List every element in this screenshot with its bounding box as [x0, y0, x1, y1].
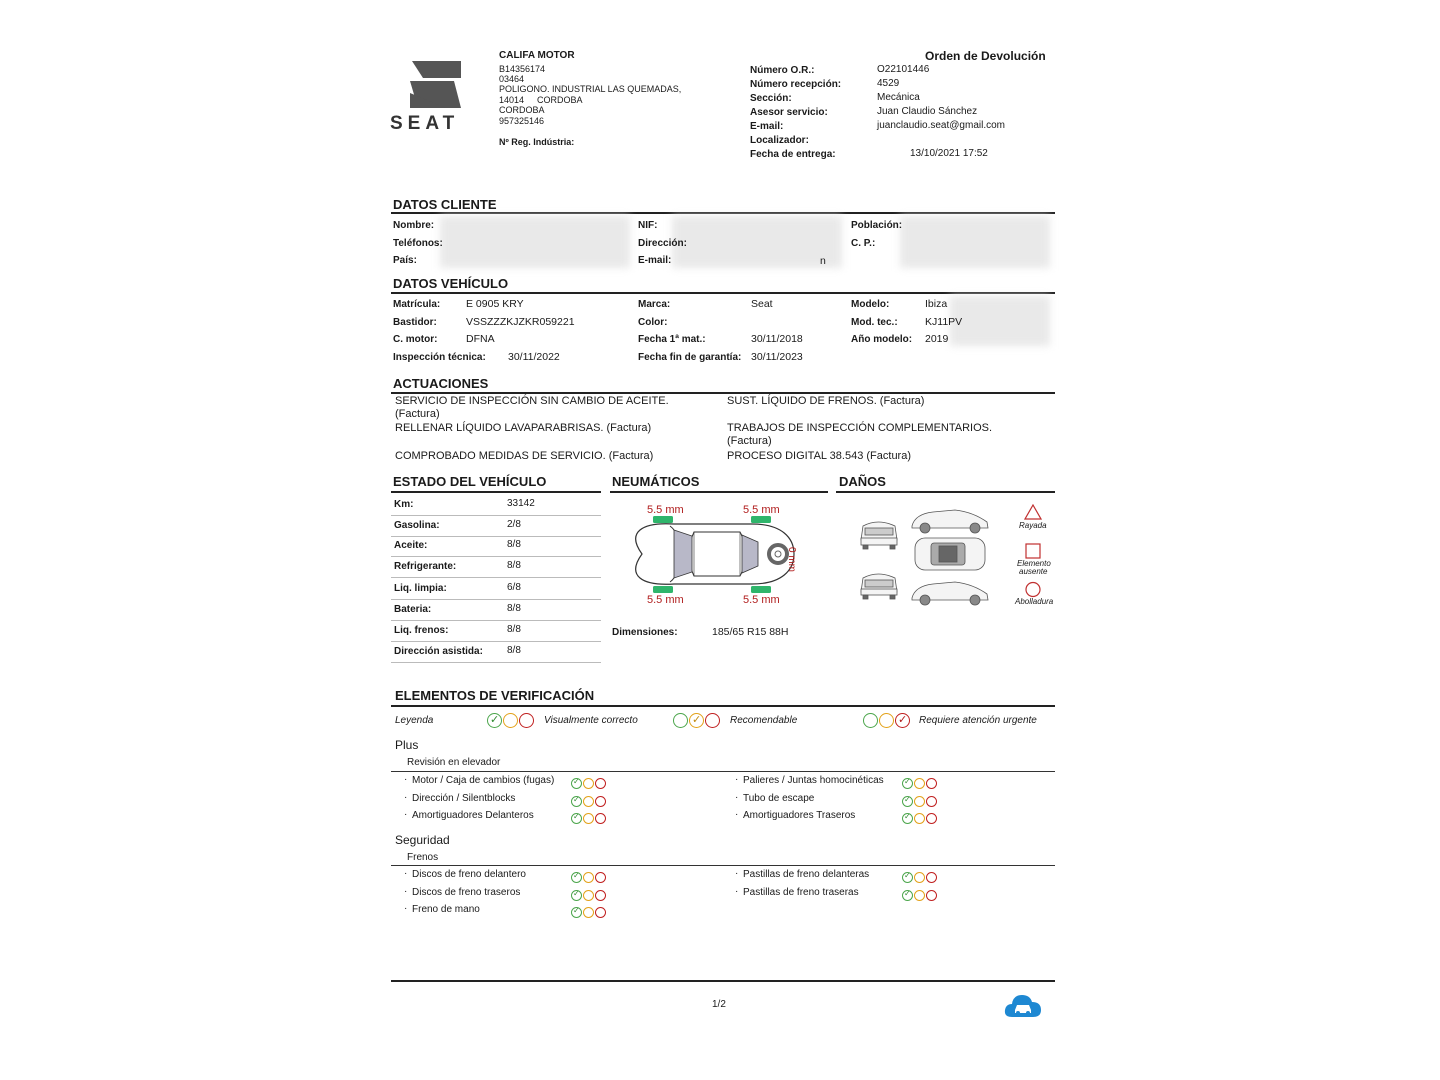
- status-circles: [902, 810, 938, 828]
- rec-circle-icon: [583, 778, 594, 789]
- check-icon: ✓: [573, 812, 580, 822]
- dimensiones-label: Dimensiones:: [612, 627, 678, 638]
- order-field-value: Juan Claudio Sánchez: [877, 106, 978, 117]
- rec-circle-icon: [583, 872, 594, 883]
- legend-ok-text: Visualmente correcto: [544, 715, 638, 726]
- estado-label: Refrigerante:: [394, 561, 457, 572]
- rec-circle-icon: [879, 713, 894, 728]
- estado-value: 2/8: [507, 519, 521, 530]
- estado-label: Gasolina:: [394, 520, 440, 531]
- frenos-group: Frenos: [407, 852, 439, 863]
- neumaticos-title: NEUMÁTICOS: [612, 474, 700, 489]
- bullet-dot: ·: [735, 809, 739, 820]
- cliente-telefonos-label: Teléfonos:: [393, 238, 443, 249]
- tyre-front-right: 5.5 mm: [743, 504, 780, 516]
- matricula-label: Matrícula:: [393, 299, 441, 310]
- color-label: Color:: [638, 317, 668, 328]
- actuacion-item: SUST. LÍQUIDO DE FRENOS. (Factura): [727, 395, 925, 407]
- actuacion-item: RELLENAR LÍQUIDO LAVAPARABRISAS. (Factura): [395, 422, 652, 434]
- dealer-address: POLIGONO. INDUSTRIAL LAS QUEMADAS,: [499, 84, 682, 94]
- check-icon: ✓: [904, 888, 911, 898]
- urg-circle-icon: [926, 796, 937, 807]
- urg-circle-icon: [595, 778, 606, 789]
- ok-circle-icon: [571, 872, 582, 883]
- rec-circle-icon: [914, 890, 925, 901]
- divider: [391, 392, 1055, 394]
- cliente-email-fragment: n: [820, 255, 826, 267]
- check-item: Pastillas de freno traseras ·: [735, 885, 859, 898]
- check-icon: ✓: [898, 714, 908, 727]
- modtec-value: KJ11PV: [925, 316, 963, 328]
- divider: [391, 865, 1055, 866]
- ok-circle-icon: [571, 813, 582, 824]
- check-icon: ✓: [692, 714, 702, 727]
- check-item: Palieres / Juntas homocinéticas ·: [735, 774, 884, 786]
- estado-label: Liq. limpia:: [394, 583, 447, 594]
- modelo-value: Ibiza: [925, 298, 948, 310]
- status-circles: [902, 869, 938, 887]
- urg-circle-icon: [926, 872, 937, 883]
- ok-circle-icon: [902, 890, 913, 901]
- check-icon: ✓: [904, 871, 911, 881]
- divider: [391, 491, 601, 493]
- anio-value: 2019: [925, 333, 949, 345]
- order-field-label: Número O.R.:: [750, 65, 815, 76]
- ok-circle-icon: [571, 778, 582, 789]
- estado-label: Dirección asistida:: [394, 646, 483, 657]
- check-icon: ✓: [904, 794, 911, 804]
- order-field-label: Fecha de entrega:: [750, 149, 836, 160]
- dealer-phone: 957325146: [499, 116, 545, 126]
- marca-value: Seat: [751, 298, 773, 310]
- cliente-pais-label: País:: [393, 255, 417, 266]
- order-field-label: Sección:: [750, 93, 792, 104]
- check-item: Tubo de escape ·: [735, 791, 815, 804]
- cliente-direccion-label: Dirección:: [638, 238, 687, 249]
- estado-value: 6/8: [507, 582, 521, 593]
- urg-circle-icon: [595, 907, 606, 918]
- check-item: Amortiguadores Traseros ·: [735, 809, 856, 821]
- actuacion-item: COMPROBADO MEDIDAS DE SERVICIO. (Factura): [395, 450, 654, 462]
- bastidor-value: VSSZZZKJZKR059221: [466, 316, 575, 328]
- damage-car-views: [855, 500, 995, 610]
- estado-value: 33142: [507, 498, 535, 509]
- rec-circle-icon: [583, 890, 594, 901]
- actuacion-item: PROCESO DIGITAL 38.543 (Factura): [727, 450, 912, 462]
- check-item: Pastillas de freno delanteras ·: [735, 868, 870, 880]
- rec-circle-icon: [503, 713, 518, 728]
- order-title: Orden de Devolución: [925, 49, 1046, 63]
- ok-circle-icon: [902, 796, 913, 807]
- rec-circle-icon: [914, 778, 925, 789]
- legend-rec-circles: [673, 712, 721, 730]
- status-circles: [571, 904, 607, 922]
- cliente-nif-label: NIF:: [638, 220, 658, 231]
- order-field-value: O22101446: [877, 64, 930, 75]
- modtec-label: Mod. tec.:: [851, 317, 898, 328]
- estado-value: 8/8: [507, 539, 521, 550]
- status-circles: [571, 810, 607, 828]
- redacted-block: [950, 296, 1050, 346]
- order-field-label: E-mail:: [750, 121, 784, 132]
- ok-circle-icon: [863, 713, 878, 728]
- check-icon: ✓: [573, 888, 580, 898]
- cmotor-label: C. motor:: [393, 334, 438, 345]
- urg-circle-icon: [595, 890, 606, 901]
- estado-value: 8/8: [507, 603, 521, 614]
- ok-circle-icon: [902, 872, 913, 883]
- legend-urg-text: Requiere atención urgente: [919, 715, 1037, 726]
- actuacion-item: (Factura): [727, 435, 772, 447]
- bullet-dot: ·: [404, 809, 408, 820]
- ok-circle-icon: [571, 796, 582, 807]
- tyre-spare: 0 mm: [786, 547, 797, 572]
- check-icon: ✓: [573, 871, 580, 881]
- order-field-label: Asesor servicio:: [750, 107, 828, 118]
- actuaciones-title: ACTUACIONES: [393, 376, 489, 391]
- logo-wordmark: SEAT: [390, 113, 460, 134]
- dealer-reg-label: Nº Reg. Indústria:: [499, 137, 575, 147]
- fecha-mat-value: 30/11/2018: [751, 333, 803, 345]
- estado-row: [391, 494, 601, 516]
- status-circles: [571, 887, 607, 905]
- order-field-value: Mecánica: [877, 92, 920, 103]
- page-number: 1/2: [712, 999, 726, 1010]
- urg-circle-icon: [926, 813, 937, 824]
- ok-circle-icon: [571, 907, 582, 918]
- cliente-nombre-label: Nombre:: [393, 220, 435, 231]
- urg-circle-icon: [895, 713, 910, 728]
- matricula-value: E 0905 KRY: [466, 298, 524, 310]
- plus-section: Plus: [395, 738, 419, 752]
- estado-value: 8/8: [507, 624, 521, 635]
- tyre-front-left: 5.5 mm: [647, 504, 684, 516]
- urg-circle-icon: [595, 872, 606, 883]
- redacted-block: [672, 216, 842, 268]
- urg-circle-icon: [926, 778, 937, 789]
- check-item: Discos de freno traseros ·: [404, 885, 521, 898]
- dealer-name: CALIFA MOTOR: [499, 50, 575, 61]
- divider: [391, 771, 1055, 772]
- estado-label: Aceite:: [394, 540, 428, 551]
- bullet-dot: ·: [404, 774, 408, 785]
- status-circles: [902, 775, 938, 793]
- status-circles: [902, 887, 938, 905]
- actuacion-item: (Factura): [395, 408, 440, 420]
- bullet-dot: ·: [735, 868, 739, 879]
- marca-label: Marca:: [638, 299, 671, 310]
- fecha-mat-label: Fecha 1ª mat.:: [638, 334, 706, 345]
- estado-title: ESTADO DEL VEHÍCULO: [393, 474, 547, 489]
- redacted-block: [440, 216, 630, 268]
- check-icon: ✓: [490, 714, 500, 727]
- cloud-car-icon: [1003, 991, 1043, 1024]
- check-icon: ✓: [904, 812, 911, 822]
- legend-urg-circles: [863, 712, 911, 730]
- tyre-car-diagram: [612, 502, 832, 607]
- check-item: Freno de mano ·: [404, 903, 480, 915]
- itv-label: Inspección técnica:: [393, 352, 486, 363]
- estado-label: Liq. frenos:: [394, 625, 449, 636]
- divider: [391, 705, 1055, 707]
- check-icon: ✓: [904, 777, 911, 787]
- divider: [391, 212, 1055, 214]
- bullet-dot: ·: [404, 885, 408, 897]
- estado-value: 8/8: [507, 560, 521, 571]
- footer-divider: [391, 980, 1055, 982]
- cliente-cp-label: C. P.:: [851, 238, 876, 249]
- legend-rec-text: Recomendable: [730, 715, 798, 726]
- rec-circle-icon: [583, 796, 594, 807]
- garantia-label: Fecha fin de garantía:: [638, 352, 742, 363]
- estado-label: Bateria:: [394, 604, 432, 615]
- garantia-value: 30/11/2023: [751, 351, 803, 363]
- bullet-dot: ·: [735, 885, 739, 897]
- check-icon: ✓: [573, 906, 580, 916]
- status-circles: [902, 793, 938, 811]
- bullet-dot: ·: [735, 791, 739, 803]
- anio-label: Año modelo:: [851, 334, 913, 345]
- ok-circle-icon: [902, 813, 913, 824]
- rec-circle-icon: [689, 713, 704, 728]
- order-field-label: Localizador:: [750, 135, 809, 146]
- estado-value: 8/8: [507, 645, 521, 656]
- dealer-province: CORDOBA: [499, 105, 545, 115]
- dealer-code: 03464: [499, 74, 525, 84]
- damage-missing-label-2: ausente: [1019, 567, 1048, 576]
- cliente-poblacion-label: Población:: [851, 220, 903, 231]
- bullet-dot: ·: [735, 774, 739, 785]
- legend-ok-circles: [487, 712, 535, 730]
- ok-circle-icon: [902, 778, 913, 789]
- urg-circle-icon: [519, 713, 534, 728]
- check-icon: ✓: [573, 777, 580, 787]
- status-circles: [571, 869, 607, 887]
- damage-missing-label: Elemento: [1017, 559, 1051, 568]
- status-circles: [571, 775, 607, 793]
- rec-circle-icon: [583, 907, 594, 918]
- ok-circle-icon: [487, 713, 502, 728]
- bullet-dot: ·: [404, 791, 408, 803]
- check-item: Discos de freno delantero ·: [404, 868, 526, 880]
- divider: [836, 491, 1055, 493]
- rec-circle-icon: [914, 813, 925, 824]
- actuacion-item: TRABAJOS DE INSPECCIÓN COMPLEMENTARIOS.: [727, 422, 993, 434]
- tyre-rear-left: 5.5 mm: [647, 594, 684, 606]
- modelo-label: Modelo:: [851, 299, 890, 310]
- order-field-label: Número recepción:: [750, 79, 842, 90]
- danos-title: DAÑOS: [839, 474, 886, 489]
- dealer-postal: 14014: [499, 95, 525, 105]
- rec-circle-icon: [914, 796, 925, 807]
- urg-circle-icon: [926, 890, 937, 901]
- dimensiones-value: 185/65 R15 88H: [712, 626, 789, 638]
- itv-value: 30/11/2022: [508, 351, 560, 363]
- urg-circle-icon: [595, 796, 606, 807]
- order-field-value: juanclaudio.seat@gmail.com: [877, 120, 1005, 131]
- seguridad-section: Seguridad: [395, 833, 450, 847]
- cliente-email-label: E-mail:: [638, 255, 672, 266]
- damage-dent-label: Abolladura: [1015, 597, 1054, 606]
- redacted-block: [900, 216, 1050, 268]
- cliente-title: DATOS CLIENTE: [393, 197, 497, 212]
- status-circles: [571, 793, 607, 811]
- bullet-dot: ·: [404, 868, 408, 879]
- cmotor-value: DFNA: [466, 333, 495, 345]
- urg-circle-icon: [595, 813, 606, 824]
- divider: [391, 292, 1055, 294]
- dealer-city: CORDOBA: [537, 95, 583, 105]
- rec-circle-icon: [914, 872, 925, 883]
- vehiculo-title: DATOS VEHÍCULO: [393, 276, 509, 291]
- legend-label: Leyenda: [395, 715, 434, 726]
- check-item: Amortiguadores Delanteros ·: [404, 809, 534, 821]
- bullet-dot: ·: [404, 903, 408, 914]
- rec-circle-icon: [583, 813, 594, 824]
- tyre-rear-right: 5.5 mm: [743, 594, 780, 606]
- check-item: Dirección / Silentblocks ·: [404, 791, 516, 804]
- order-field-value: 4529: [877, 78, 900, 89]
- damage-scratch-label: Rayada: [1019, 521, 1047, 530]
- urg-circle-icon: [705, 713, 720, 728]
- ok-circle-icon: [673, 713, 688, 728]
- order-field-value: 13/10/2021 17:52: [910, 148, 988, 159]
- bastidor-label: Bastidor:: [393, 317, 437, 328]
- check-item: Motor / Caja de cambios (fugas) ·: [404, 774, 555, 786]
- check-icon: ✓: [573, 794, 580, 804]
- estado-label: Km:: [394, 499, 414, 510]
- ok-circle-icon: [571, 890, 582, 901]
- elevador-group: Revisión en elevador: [407, 757, 501, 768]
- dealer-cif: B14356174: [499, 64, 546, 74]
- divider: [610, 491, 828, 493]
- verificacion-title: ELEMENTOS DE VERIFICACIÓN: [395, 688, 595, 703]
- actuacion-item: SERVICIO DE INSPECCIÓN SIN CAMBIO DE ACEITE.: [395, 395, 669, 407]
